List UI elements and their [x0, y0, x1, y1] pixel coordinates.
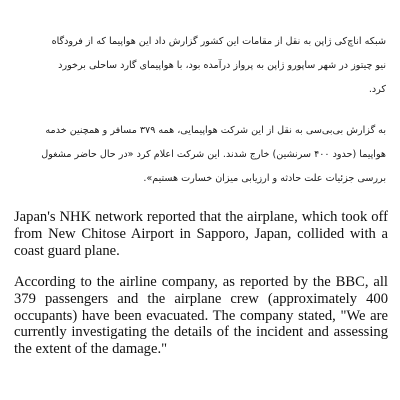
persian-paragraph-2-line-1: به گزارش بی‌بی‌سی به نقل از این شرکت هواپیمایی، همه ۳۷۹ مسافر و همچنین خدمه — [45, 125, 386, 136]
english-paragraph-2-line-1: According to the airline company, as reported by the BBC, all — [14, 274, 388, 290]
english-paragraph-2 — [14, 274, 388, 358]
english-paragraph-1 — [14, 209, 388, 259]
persian-paragraph-2 — [14, 119, 386, 191]
english-paragraph-2-line-4: currently investigating the details of the incident and assessing — [14, 324, 388, 341]
english-paragraph-2-line-3: occupants) have been evacuated. The company stated, "We are — [14, 307, 388, 324]
persian-paragraph-1-line-2: نیو چیتوز در شهر ساپورو ژاپن به پرواز درآمده بود، با هواپیمای گارد ساحلی برخورد — [58, 60, 386, 71]
english-paragraph-2-line-2: 379 passengers and the airplane crew (approximately 400 — [14, 290, 388, 307]
english-paragraph-2-line-5: the extent of the damage." — [14, 341, 168, 358]
persian-paragraph-1-line-1: شبکه اناچ‌کی ژاپن به نقل از مقامات این کشور گزارش داد این هواپیما که از فرودگاه — [51, 36, 386, 47]
english-paragraph-1-line-2: from New Chitose Airport in Sapporo, Japan, collided with a — [14, 225, 388, 242]
persian-paragraph-2-line-3: بررسی جزئیات علت حادثه و ارزیابی میزان خسارت هستیم». — [143, 173, 386, 184]
persian-paragraph-1 — [14, 30, 386, 102]
english-paragraph-1-line-3: coast guard plane. — [14, 242, 120, 259]
persian-paragraph-1-line-3: کرد. — [368, 84, 386, 95]
persian-paragraph-2-line-2: هواپیما (حدود ۴۰۰ سرنشین) خارج شدند. این شرکت اعلام کرد «در حال حاضر مشغول — [41, 149, 386, 160]
english-paragraph-1-line-1: Japan's NHK network reported that the airplane, which took off — [14, 209, 388, 225]
